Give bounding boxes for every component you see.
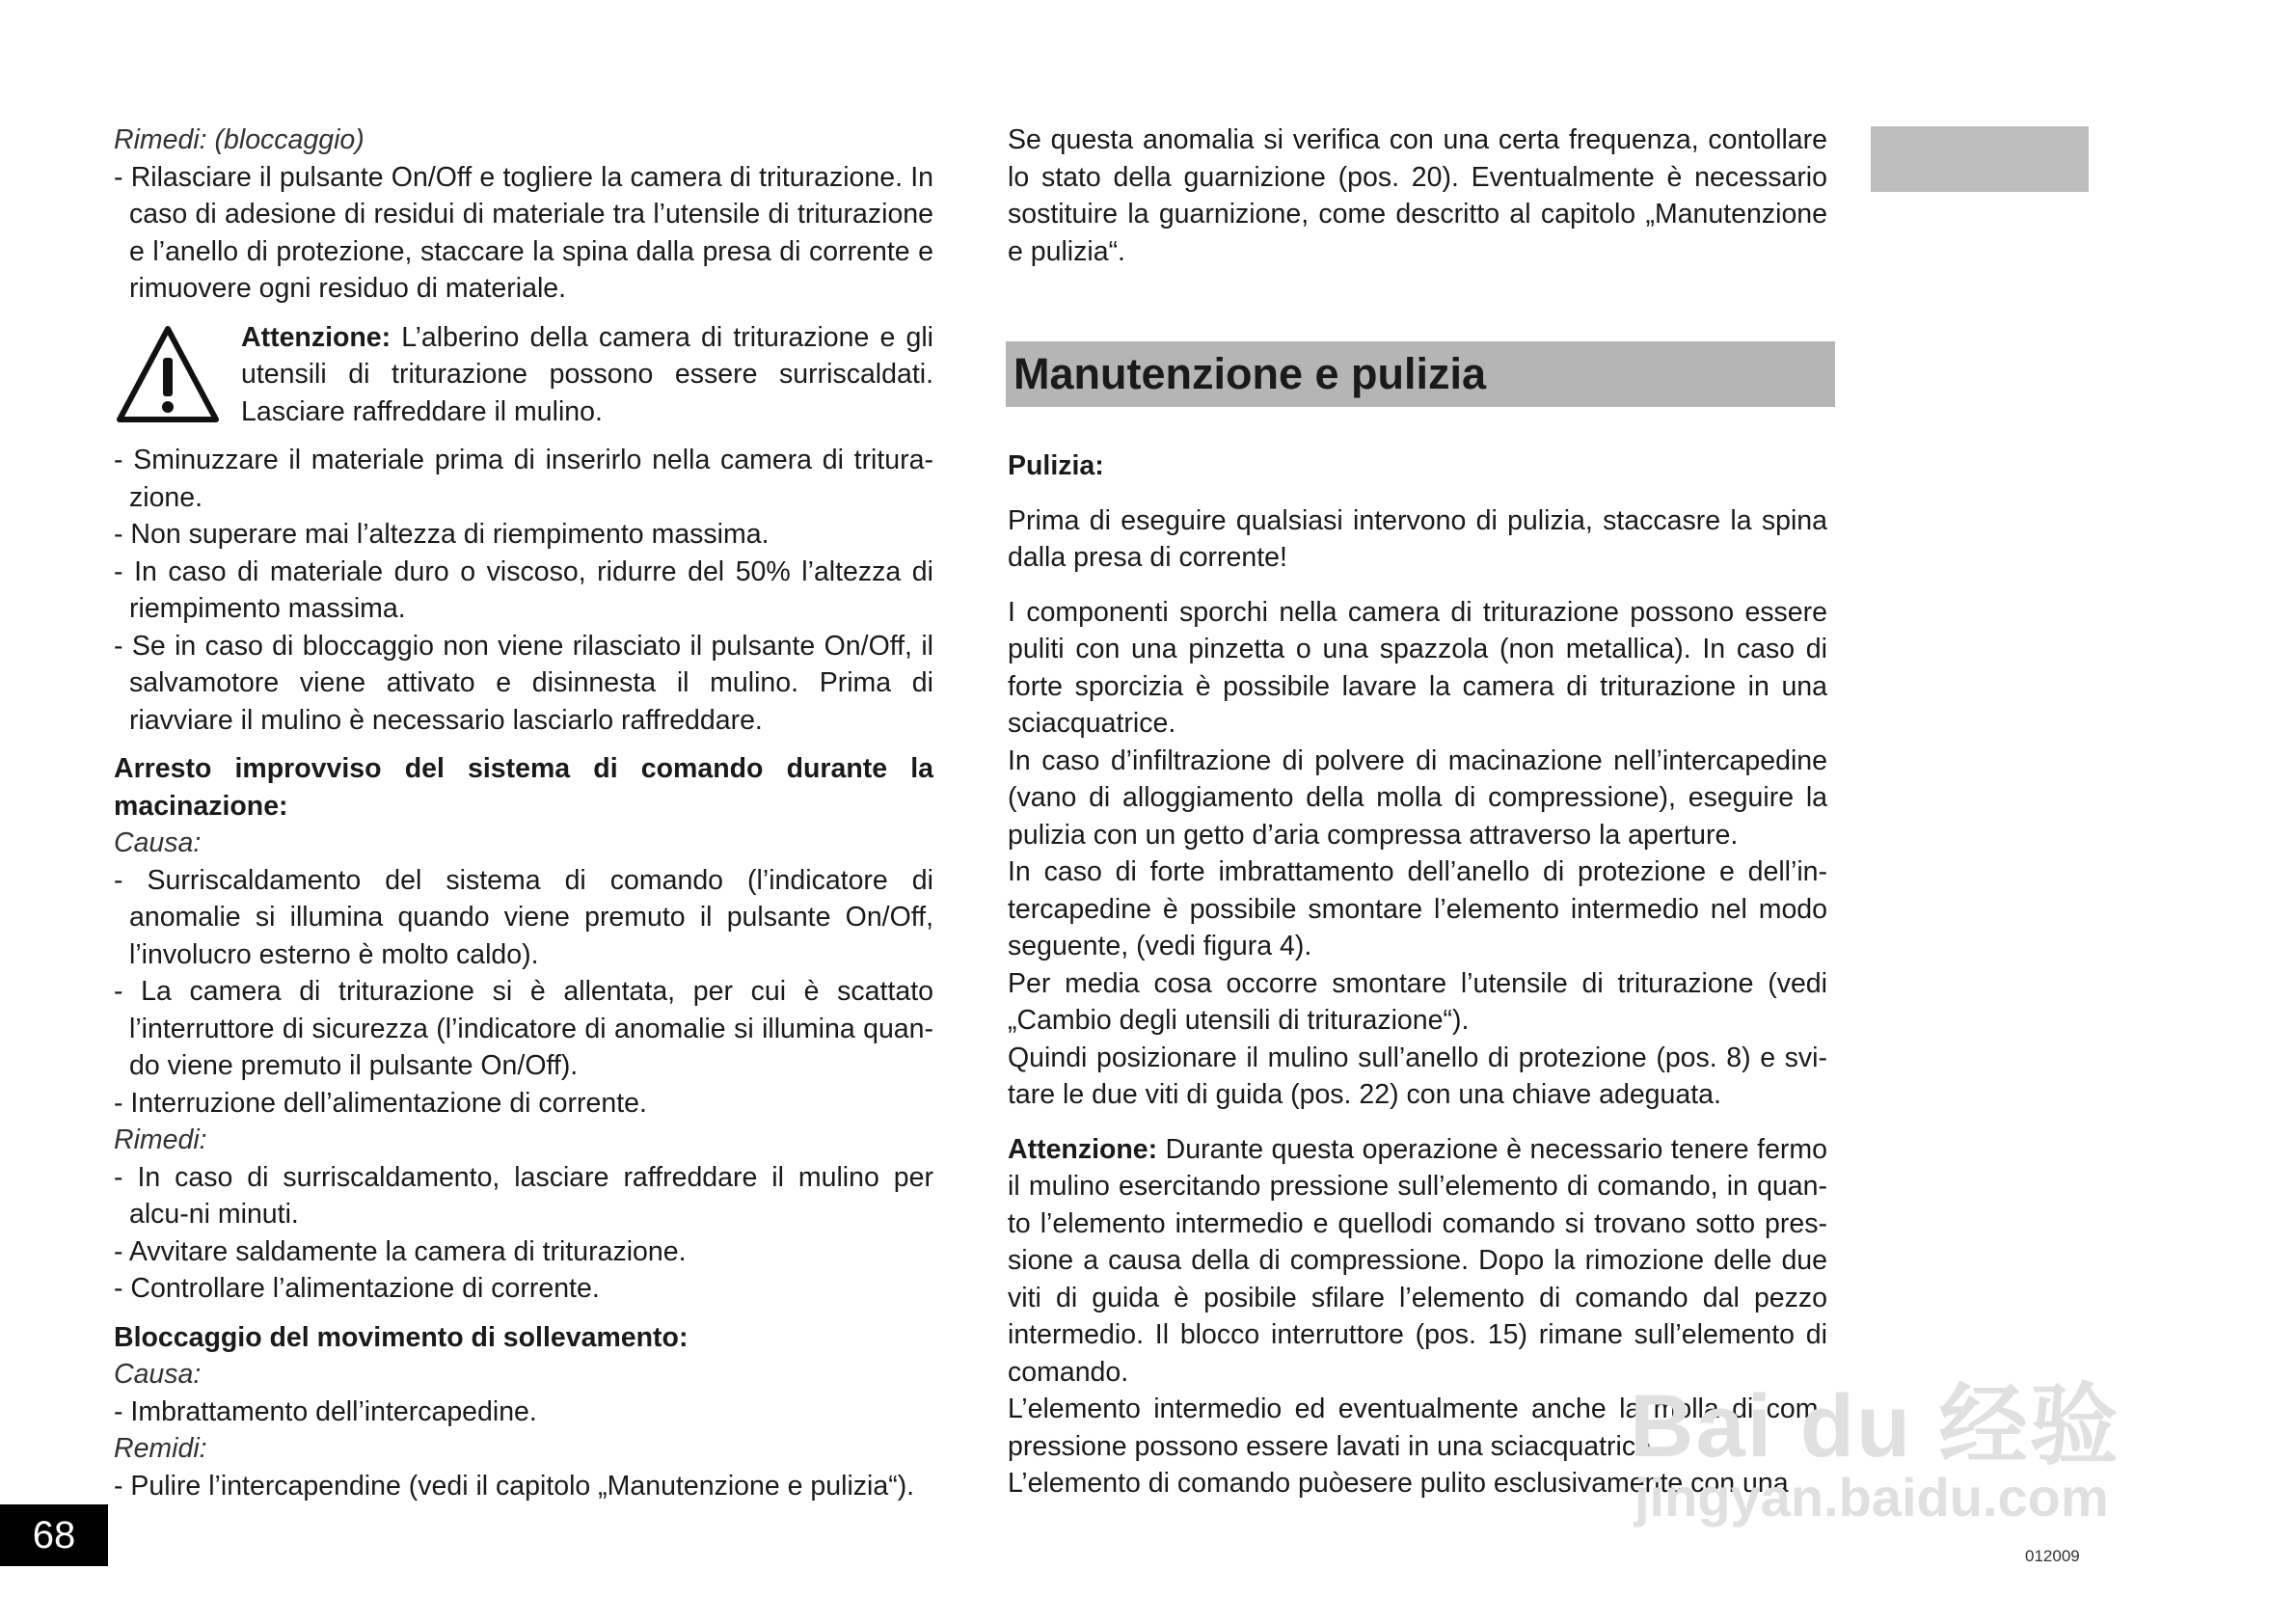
list-item: - Imbrattamento dell’intercapedine. — [114, 1394, 933, 1431]
right-column — [1008, 122, 1827, 1502]
remedi-blocc-item: - Rilasciare il pulsante On/Off e togliere la camera di triturazione. In caso di adesione di residui di materiale tra l’utensile di triturazione e l’anello di protezione, staccare la spina dalla presa di corrente e rimuovere ogni residuo di materiale. — [114, 159, 933, 308]
heading-bloccaggio: Bloccaggio del movimento di sollevamento: — [114, 1321, 689, 1353]
attention-paragraph: Attenzione: Durante questa operazione è necessario tenere fermo il mulino esercitando pressione sull’elemento di comando, in quan-to l’elemento intermedio e quellodi comando si trovano sotto pres-sione a causa della di compressione. Dopo la rimozione delle due viti di guida è posibile sfilare l’elemento di comando dal pezzo intermedio. Il blocco interruttore (pos. 15) rimane sull’elemento di comando. — [1008, 1133, 1827, 1388]
list-item: - La camera di triturazione si è allentata, per cui è scattato l’interruttore di sicurezza (l’indicatore di anomalie si illumina quan-do viene premuto il pulsante On/Off). — [114, 973, 933, 1085]
document-code: 012009 — [2025, 1547, 2080, 1565]
paragraph: In caso d’infiltrazione di polvere di macinazione nell’intercapedine (vano di alloggiamento della molla di compressione), eseguire la pulizia con un getto d’aria compressa attraverso la aperture. — [1008, 744, 1827, 851]
warning-block — [114, 319, 933, 431]
heading-arresto: Arresto improvviso del sistema di comando durante la macinazione: — [114, 753, 933, 822]
paragraph: I componenti sporchi nella camera di triturazione possono essere puliti con una pinzetta o una spazzola (non metallica). In caso di forte sporcizia è possibile lavare la camera di triturazione in una sciacquatrice. — [1008, 596, 1827, 739]
warning-triangle-icon — [114, 323, 222, 425]
paragraph: L’elemento di comando puòesere pulito esclusivamente con una — [1008, 1468, 1789, 1499]
rimedi-label: Rimedi: — [114, 1124, 207, 1155]
causa2-label: Causa: — [114, 1359, 202, 1390]
paragraph: In caso di forte imbrattamento dell’anello di protezione e dell’in-tercapedine è possibile smontare l’elemento intermedio nel modo seguente, (vedi figura 4). — [1008, 856, 1827, 961]
causa-label: Causa: — [114, 827, 202, 858]
list-item: - In caso di surriscaldamento, lasciare raffreddare il mulino per alcu-ni minuti. — [114, 1159, 933, 1233]
remedi-blocc-label: Rimedi: (bloccaggio) — [114, 124, 365, 155]
list-item: - Interruzione dell’alimentazione di corrente. — [114, 1085, 933, 1123]
list-item: - Pulire l’intercapendine (vedi il capitolo „Manutenzione e pulizia“). — [114, 1468, 933, 1505]
paragraph: L’elemento intermedio ed eventualmente anche la molla di com-pressione possono essere lavati in una sciacquatrice. — [1008, 1394, 1827, 1462]
watermark-brand: Bai du 经验 — [1630, 1377, 2120, 1475]
page-number: 68 — [0, 1504, 108, 1566]
remidi-label: Remidi: — [114, 1433, 207, 1464]
section-title: Manutenzione e pulizia — [1006, 341, 1835, 407]
list-item: - Se in caso di bloccaggio non viene rilasciato il pulsante On/Off, il salvamotore viene attivato e disinnesta il mulino. Prima di riavviare il mulino è necessario lasciarlo raffreddare. — [114, 628, 933, 740]
pulizia-label: Pulizia: — [1008, 450, 1104, 481]
list-item: - Controllare l’alimentazione di corrente. — [114, 1270, 933, 1308]
paragraph: Quindi posizionare il mulino sull’anello di protezione (pos. 8) e svi-tare le due viti di guida (pos. 22) con una chiave adeguata. — [1008, 1042, 1827, 1110]
watermark-url: jingyan.baidu.com — [1634, 1467, 2109, 1528]
intro-paragraph: Se questa anomalia si verifica con una certa frequenza, contollare lo stato della guarnizione (pos. 20). Eventualmente è necessario sostituire la guarnizione, come descritto al capitolo „Manutenzione e pulizia“. — [1008, 124, 1827, 267]
list-item: - Surriscaldamento del sistema di comando (l’indicatore di anomalie si illumina quando viene premuto il pulsante On/Off, l’involucro esterno è molto caldo). — [114, 862, 933, 974]
left-column — [114, 122, 933, 1504]
list-item: - Avvitare saldamente la camera di triturazione. — [114, 1233, 933, 1271]
list-item: - Non superare mai l’altezza di riempimento massima. — [114, 516, 933, 554]
language-tab-marker — [1871, 126, 2089, 192]
paragraph: Per media cosa occorre smontare l’utensile di triturazione (vedi „Cambio degli utensili di triturazione“). — [1008, 967, 1827, 1036]
list-item: - Sminuzzare il materiale prima di inserirlo nella camera di tritura-zione. — [114, 442, 933, 516]
paragraph: Prima di eseguire qualsiasi intervono di pulizia, staccasre la spina dalla presa di corrente! — [1008, 504, 1827, 573]
warning-text: Attenzione: L’alberino della camera di triturazione e gli utensili di triturazione possono essere surriscaldati. Lasciare raffreddare il mulino. — [241, 321, 933, 427]
list-item: - In caso di materiale duro o viscoso, ridurre del 50% l’altezza di riempimento massima. — [114, 554, 933, 628]
